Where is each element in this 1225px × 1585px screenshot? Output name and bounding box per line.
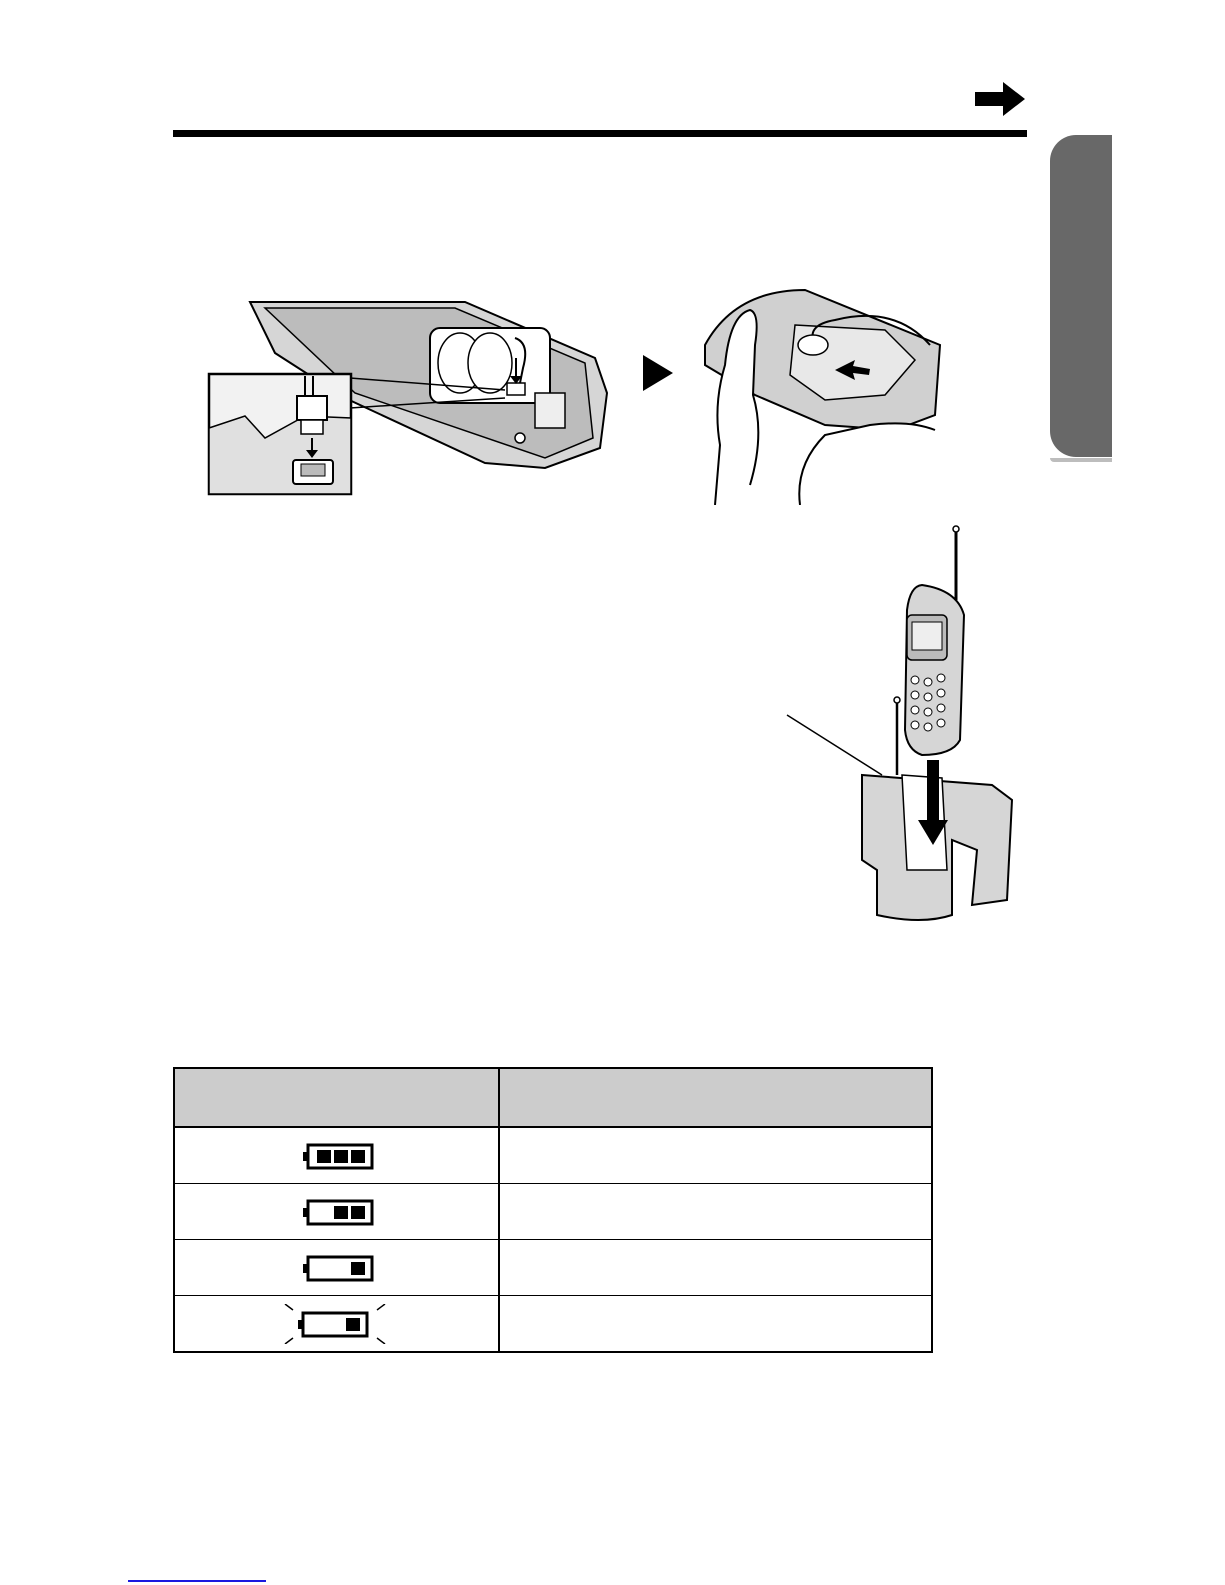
battery-install-illustration	[205, 298, 620, 498]
table-row	[174, 1240, 932, 1296]
table-header-strength	[499, 1068, 932, 1127]
charger-illustration	[782, 520, 1032, 925]
header-rule	[173, 130, 1027, 137]
battery-icon-cell	[174, 1296, 499, 1353]
battery-medium-icon	[297, 1192, 377, 1232]
table-row	[174, 1184, 932, 1240]
battery-strength-cell	[499, 1296, 932, 1353]
battery-low-icon	[297, 1248, 377, 1288]
battery-strength-cell	[499, 1184, 932, 1240]
section-side-tab-shadow	[1050, 458, 1112, 462]
battery-strength-cell	[499, 1240, 932, 1296]
battery-icon-cell	[174, 1240, 499, 1296]
table-header-icon	[174, 1068, 499, 1127]
table-header-row	[174, 1068, 932, 1127]
table-row	[174, 1127, 932, 1184]
next-page-arrow-icon[interactable]	[975, 82, 1025, 116]
step-arrow-icon	[643, 355, 673, 391]
battery-cover-illustration	[695, 285, 945, 505]
battery-icon-cell	[174, 1127, 499, 1184]
footer-link-underline[interactable]	[128, 1580, 266, 1582]
battery-full-icon	[297, 1136, 377, 1176]
section-side-tab	[1050, 135, 1112, 457]
table-row	[174, 1296, 932, 1353]
battery-strength-table	[173, 1067, 933, 1353]
battery-empty-flashing-icon	[282, 1304, 392, 1344]
battery-strength-cell	[499, 1127, 932, 1184]
battery-icon-cell	[174, 1184, 499, 1240]
